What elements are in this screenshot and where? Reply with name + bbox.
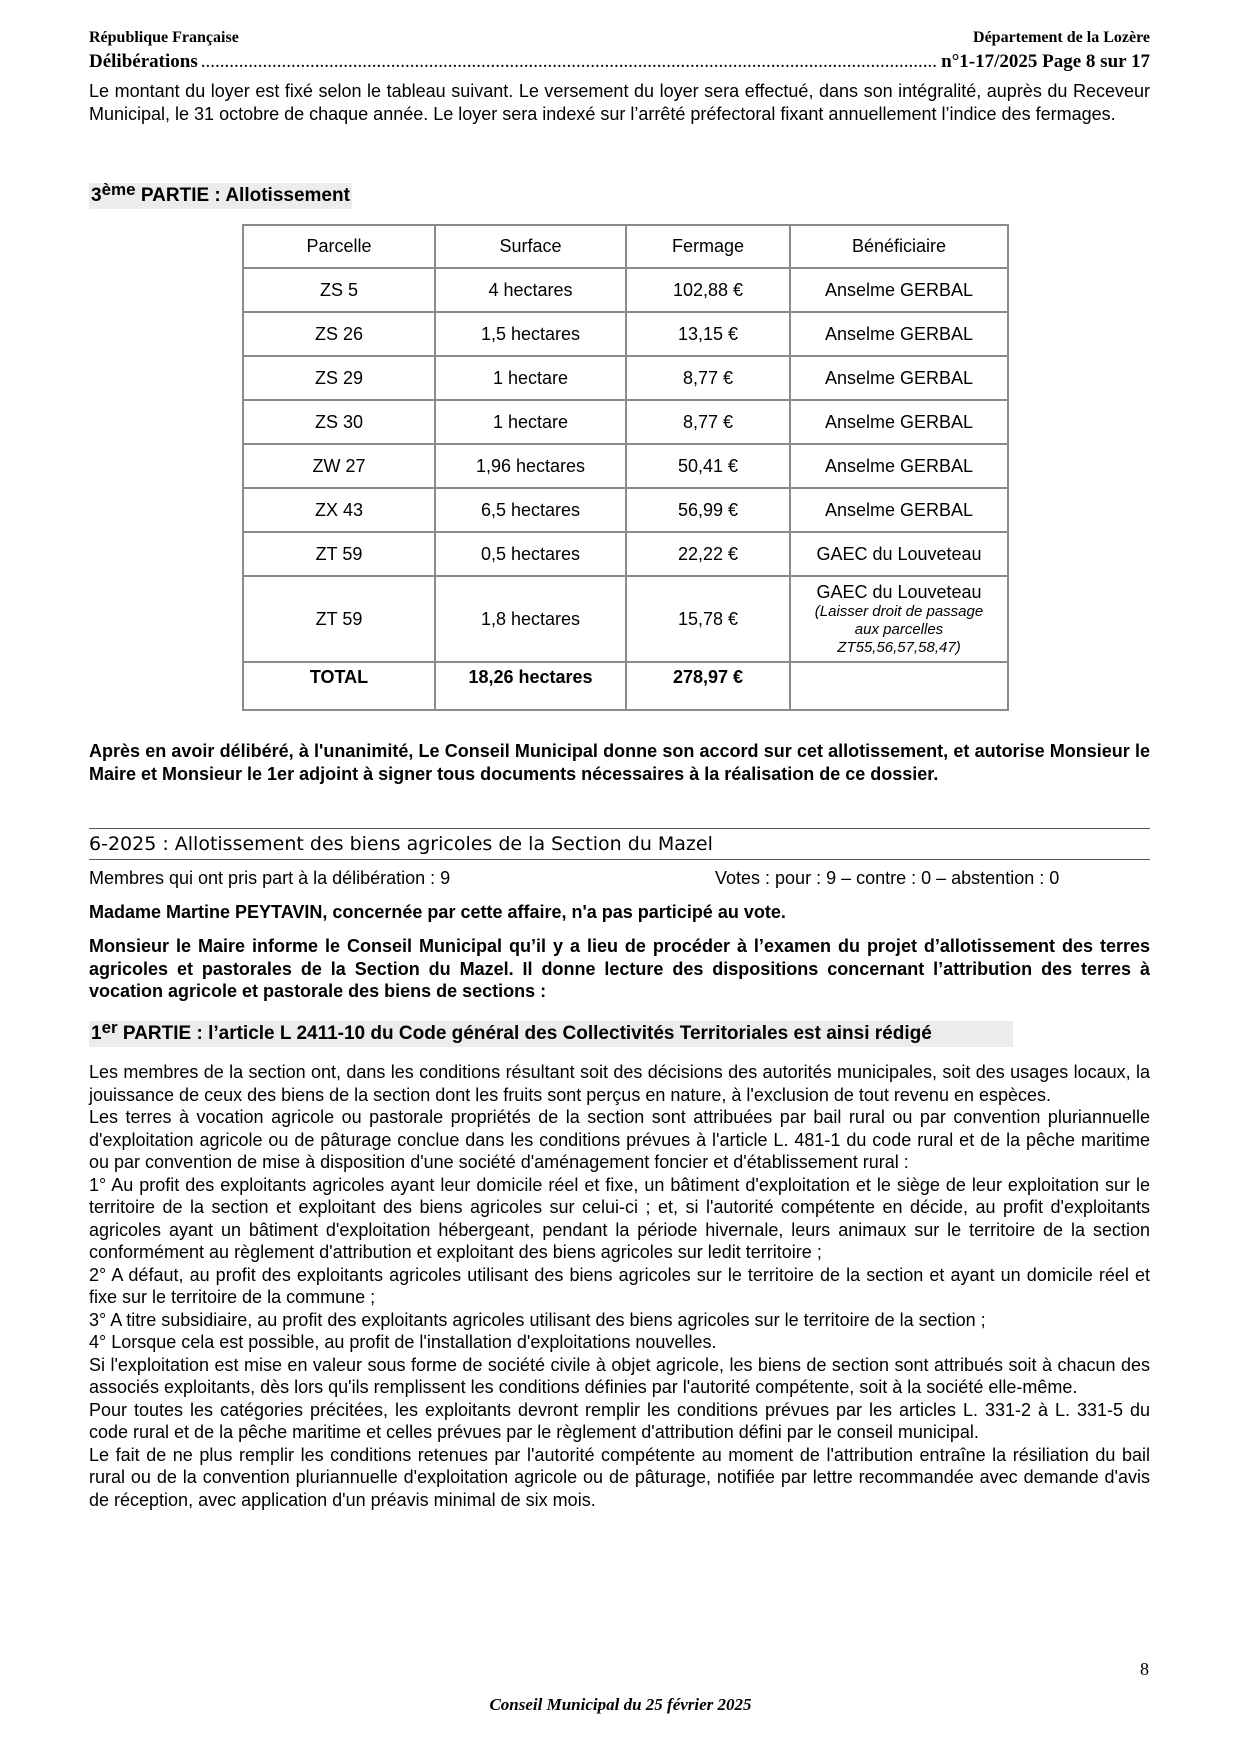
article-paragraph: 3° A titre subsidiaire, au profit des exploitants agricoles utilisant des biens agricoles sur le territoire de la section ;	[89, 1309, 986, 1330]
total-beneficiaire	[790, 662, 1008, 710]
table-row	[243, 356, 1008, 400]
header-beneficiaire: Bénéficiaire	[790, 225, 1008, 268]
article-paragraph: Le fait de ne plus remplir les conditions retenues par l'autorité compétente au moment de l'attribution entraîne la résiliation du bail rural ou de la convention pluriannuelle d'exploitation agricole ou de pâturage, notifiée par lettre recommandée avec demande d'avis de réception, avec application d'un préavis minimal de six mois.	[89, 1444, 1150, 1510]
cell-beneficiaire	[790, 576, 1008, 662]
cell-parcelle: ZW 27	[243, 444, 435, 488]
table-row	[243, 400, 1008, 444]
cell-surface: 1 hectare	[435, 400, 626, 444]
allotment-table	[242, 224, 1009, 711]
cell-parcelle: ZX 43	[243, 488, 435, 532]
cell-beneficiaire: Anselme GERBAL	[790, 488, 1008, 532]
mayor-intro-paragraph: Monsieur le Maire informe le Conseil Municipal qu’il y a lieu de procéder à l’examen du projet d’allotissement des terres agricoles et pastorales de la Section du Mazel. Il donne lecture des dispositions concernant l’attribution des terres à vocation agricole et pastorale des biens de sections :	[89, 936, 1150, 1001]
cell-fermage: 15,78 €	[626, 576, 790, 662]
part3-title: PARTIE : Allotissement	[135, 185, 350, 206]
article-text	[89, 1061, 1150, 1511]
passage-note-line3: ZT55,56,57,58,47)	[837, 638, 961, 656]
header-fermage: Fermage	[626, 225, 790, 268]
cell-parcelle: ZS 30	[243, 400, 435, 444]
header-reference: n°1-17/2025 Page 8 sur 17	[941, 51, 1150, 72]
part1-number: 1	[91, 1023, 102, 1044]
cell-fermage: 13,15 €	[626, 312, 790, 356]
table-header-row	[243, 225, 1008, 268]
cell-parcelle: ZT 59	[243, 532, 435, 576]
passage-note-line2: aux parcelles	[854, 620, 944, 638]
cell-parcelle: ZS 5	[243, 268, 435, 312]
table-row	[243, 312, 1008, 356]
article-paragraph: 4° Lorsque cela est possible, au profit de l'installation d'exploitations nouvelles.	[89, 1332, 717, 1352]
part3-heading	[89, 180, 352, 209]
part3-number: 3	[91, 185, 102, 206]
cell-surface: 0,5 hectares	[435, 532, 626, 576]
passage-note-line1: (Laisser droit de passage	[814, 602, 984, 620]
part3-superscript: ème	[101, 180, 136, 199]
cell-beneficiaire: GAEC du Louveteau	[790, 532, 1008, 576]
cell-beneficiaire: Anselme GERBAL	[790, 312, 1008, 356]
table-row	[243, 488, 1008, 532]
cell-parcelle: ZS 29	[243, 356, 435, 400]
header-deliberations-label: Délibérations	[89, 51, 198, 72]
cell-fermage: 50,41 €	[626, 444, 790, 488]
article-paragraph: Les membres de la section ont, dans les conditions résultant soit des décisions des autorités municipales, soit des usages locaux, la jouissance de ceux des biens de la section dont les fruits sont perçus en nature, à l'exclusion de tout revenu en espèces.	[89, 1062, 1150, 1105]
header-departement: Département de la Lozère	[973, 29, 1150, 46]
table-total-row	[243, 662, 1008, 710]
cell-beneficiaire: Anselme GERBAL	[790, 400, 1008, 444]
members-count: Membres qui ont pris part à la délibération : 9	[89, 868, 451, 888]
part1-heading	[89, 1018, 1013, 1047]
cell-surface: 1,5 hectares	[435, 312, 626, 356]
cell-fermage: 102,88 €	[626, 268, 790, 312]
header-surface: Surface	[435, 225, 626, 268]
table-row	[243, 576, 1008, 662]
cell-surface: 1,96 hectares	[435, 444, 626, 488]
cell-parcelle: ZT 59	[243, 576, 435, 662]
table-row	[243, 268, 1008, 312]
article-paragraph: Si l'exploitation est mise en valeur sous forme de société civile à objet agricole, les biens de section sont attribués soit à chacun des associés exploitants, dès lors qu'ils remplissent les conditions définies par l'autorité compétente, soit à la société elle-même.	[89, 1354, 1150, 1397]
article-paragraph: 2° A défaut, au profit des exploitants agricoles utilisant des biens agricoles sur le territoire de la section et ayant un domicile réel et fixe sur le territoire de la commune ;	[89, 1264, 1150, 1307]
page-number: 8	[1140, 1659, 1149, 1679]
cell-beneficiaire: Anselme GERBAL	[790, 444, 1008, 488]
cell-surface: 1 hectare	[435, 356, 626, 400]
header-deliberations-line	[89, 51, 1150, 73]
cell-parcelle: ZS 26	[243, 312, 435, 356]
table-row	[243, 444, 1008, 488]
header-parcelle: Parcelle	[243, 225, 435, 268]
beneficiaire-name: GAEC du Louveteau	[816, 581, 982, 602]
header-leader-dots	[201, 51, 938, 73]
abstention-note: Madame Martine PEYTAVIN, concernée par cette affaire, n'a pas participé au vote.	[89, 902, 786, 922]
header-republique: République Française	[89, 29, 239, 46]
part1-superscript: er	[101, 1018, 118, 1037]
cell-fermage: 8,77 €	[626, 400, 790, 444]
cell-fermage: 22,22 €	[626, 532, 790, 576]
total-surface: 18,26 hectares	[435, 662, 626, 710]
cell-surface: 4 hectares	[435, 268, 626, 312]
article-paragraph: Pour toutes les catégories précitées, les exploitants devront remplir les conditions prévues par les articles L. 331-2 à L. 331-5 du code rural et de la pêche maritime et celles prévues par le règlement d'attribution défini par le conseil municipal.	[89, 1399, 1150, 1442]
decision-paragraph: Après en avoir délibéré, à l'unanimité, Le Conseil Municipal donne son accord sur cet allotissement, et autorise Monsieur le Maire et Monsieur le 1er adjoint à signer tous documents nécessaires à la réalisation de ce dossier.	[89, 741, 1150, 784]
cell-beneficiaire: Anselme GERBAL	[790, 356, 1008, 400]
article-paragraph: 1° Au profit des exploitants agricoles ayant leur domicile réel et fixe, un bâtiment d'exploitation et le siège de leur exploitation sur le territoire de la section et exploitant des biens agricoles sur celui-ci ; et, si l'autorité compétente en décide, au profit d'exploitants agricoles ayant un bâtiment d'exploitation hébergeant, pendant la période hivernale, leurs animaux sur le territoire de la section conformément au règlement d'attribution et exploitant des biens agricoles sur ledit territoire ;	[89, 1174, 1150, 1262]
section6-title: 6-2025 : Allotissement des biens agricoles de la Section du Mazel	[89, 828, 1150, 860]
footer-council-date: Conseil Municipal du 25 février 2025	[489, 1695, 752, 1714]
cell-fermage: 56,99 €	[626, 488, 790, 532]
intro-paragraph: Le montant du loyer est fixé selon le tableau suivant. Le versement du loyer sera effectué, dans son intégralité, auprès du Receveur Municipal, le 31 octobre de chaque année. Le loyer sera indexé sur l’arrêté préfectoral fixant annuellement l’indice des fermages.	[89, 81, 1150, 124]
cell-surface: 6,5 hectares	[435, 488, 626, 532]
total-fermage: 278,97 €	[626, 662, 790, 710]
article-paragraph: Les terres à vocation agricole ou pastorale propriétés de la section sont attribuées par bail rural ou par convention pluriannuelle d'exploitation agricole ou de pâturage conclue dans les conditions prévues à l'article L. 481-1 du code rural et de la pêche maritime ou par convention de mise à disposition d'une société d'aménagement foncier et d'établissement rural :	[89, 1107, 1150, 1172]
votes-result: Votes : pour : 9 – contre : 0 – abstention : 0	[715, 868, 1060, 888]
cell-surface: 1,8 hectares	[435, 576, 626, 662]
part1-title: PARTIE : l’article L 2411-10 du Code général des Collectivités Territoriales est ainsi rédigé	[117, 1023, 932, 1044]
cell-fermage: 8,77 €	[626, 356, 790, 400]
table-row	[243, 532, 1008, 576]
total-label: TOTAL	[243, 662, 435, 710]
cell-beneficiaire: Anselme GERBAL	[790, 268, 1008, 312]
